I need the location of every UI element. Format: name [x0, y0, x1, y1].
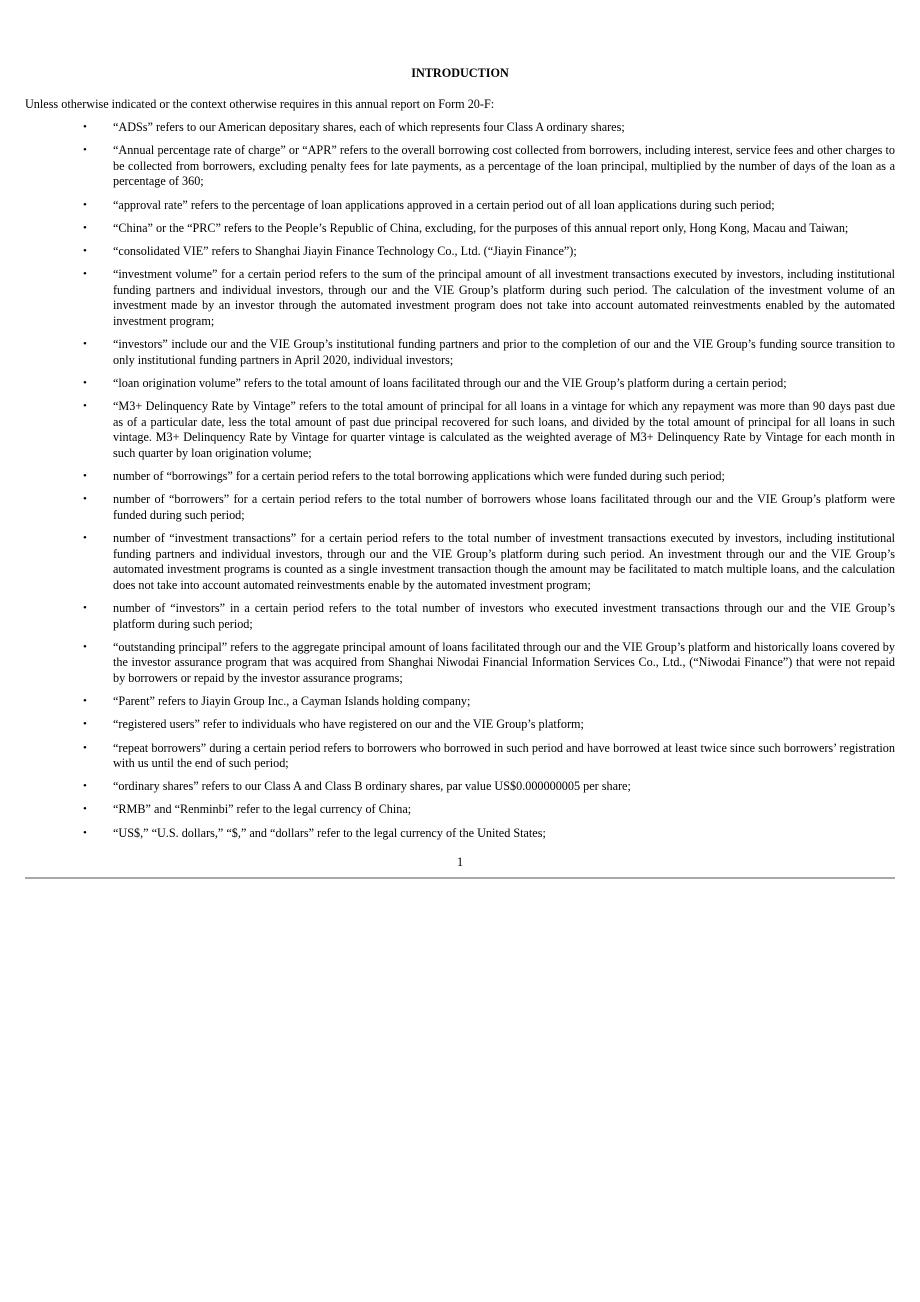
bullet-icon: •	[83, 826, 87, 839]
definition-text: number of “borrowings” for a certain period refers to the total borrowing applications which were funded during such period;	[113, 469, 725, 484]
list-item	[0, 741, 920, 772]
list-item	[0, 198, 920, 214]
list-item	[0, 399, 920, 461]
bullet-icon: •	[83, 493, 87, 506]
page-title: INTRODUCTION	[411, 66, 509, 80]
list-item	[0, 492, 920, 523]
list-item	[0, 376, 920, 392]
definition-text: number of “investment transactions” for a certain period refers to the total number of investment transactions executed by investors, including institutional funding partners and individual investors, through our and the VIE Group’s platform during such period. An investment through our and the VIE Group’s automated investment programs is counted as a single investment transaction though the amount may be facilitated to match multiple loans, and the calculation does not take into account automated reinvestments enable by the automated investment program;	[113, 531, 895, 592]
bullet-icon: •	[83, 244, 87, 257]
list-item	[0, 640, 920, 687]
bullet-icon: •	[83, 198, 87, 211]
list-item	[0, 779, 920, 795]
definition-text: “investors” include our and the VIE Group’s institutional funding partners and prior to the completion of our and the VIE Group’s funding source transition to only institutional funding partners in April 2020, individual investors;	[113, 337, 895, 367]
definition-text: “Annual percentage rate of charge” or “APR” refers to the overall borrowing cost collected from borrowers, including interest, service fees and other charges to be collected from borrowers, excluding penalty fees for late payments, as a percentage of the loan principal, multiplied by the number of days of the loan as a percentage of 360;	[113, 143, 895, 189]
bullet-icon: •	[83, 601, 87, 614]
definition-text: “M3+ Delinquency Rate by Vintage” refers to the total amount of principal for all loans in a vintage for which any repayment was more than 90 days past due as of a particular date, less the total amount of past due principal recovered for such loans, and divided by the total amount of principal for all loans in such vintage. M3+ Delinquency Rate by Vintage for quarter vintage is calculated as the weighted average of M3+ Delinquency Rate by Vintage for each month in such quarter by loan origination volume;	[113, 399, 895, 460]
list-item	[0, 267, 920, 329]
definition-text: “registered users” refer to individuals who have registered on our and the VIE Group’s platform;	[113, 717, 584, 732]
bullet-icon: •	[83, 532, 87, 544]
definition-text: “ordinary shares” refers to our Class A and Class B ordinary shares, par value US$0.000000005 per share;	[113, 779, 631, 794]
intro-paragraph: Unless otherwise indicated or the context otherwise requires in this annual report on Form 20-F:	[25, 97, 495, 111]
list-item	[0, 337, 920, 368]
definition-text: “consolidated VIE” refers to Shanghai Jiayin Finance Technology Co., Ltd. (“Jiayin Finance”);	[113, 243, 577, 258]
bullet-icon: •	[83, 268, 87, 281]
list-item	[0, 802, 920, 818]
list-item	[0, 244, 920, 260]
bullet-icon: •	[83, 221, 87, 234]
list-item	[0, 221, 920, 237]
list-item	[0, 120, 920, 136]
list-item	[0, 826, 920, 842]
definition-text: “outstanding principal” refers to the aggregate principal amount of loans facilitated through our and the VIE Group’s platform and historically loans covered by the investor assurance program that was acquired from Shanghai Niwodai Financial Information Services Co., Ltd., (“Niwodai Finance”) that were not repaid by borrowers or repaid by the investor assurance programs;	[113, 639, 895, 685]
bullet-icon: •	[83, 121, 87, 133]
definition-text: “approval rate” refers to the percentage of loan applications approved in a certain period out of all loan applications during such period;	[113, 197, 775, 212]
list-item	[0, 143, 920, 190]
definition-text: “ADSs” refers to our American depositary shares, each of which represents four Class A ordinary shares;	[113, 120, 625, 134]
definitions-list	[0, 120, 920, 849]
page-number: 1	[456, 855, 464, 869]
list-item	[0, 469, 920, 485]
definition-text: “RMB” and “Renminbi” refer to the legal currency of China;	[113, 802, 412, 817]
bullet-icon: •	[83, 640, 87, 653]
definition-text: number of “borrowers” for a certain period refers to the total number of borrowers whose loans facilitated through our and the VIE Group’s platform were funded during such period;	[113, 492, 895, 522]
bullet-icon: •	[83, 695, 87, 708]
list-item	[0, 531, 920, 593]
definition-text: “China” or the “PRC” refers to the People’s Republic of China, excluding, for the purposes of this annual report only, Hong Kong, Macau and Taiwan;	[113, 220, 849, 235]
footer-divider	[25, 877, 895, 879]
bullet-icon: •	[83, 376, 87, 389]
definition-text: number of “investors” in a certain period refers to the total number of investors who executed investment transactions through our and the VIE Group’s platform during such period;	[113, 600, 895, 631]
list-item	[0, 601, 920, 632]
definition-text: “US$,” “U.S. dollars,” “$,” and “dollars” refer to the legal currency of the United States;	[113, 825, 546, 840]
bullet-icon: •	[83, 400, 87, 413]
definition-text: “repeat borrowers” during a certain period refers to borrowers who borrowed in such period and have borrowed at least twice since such borrowers’ registration with us until the end of such period;	[113, 740, 895, 771]
bullet-icon: •	[83, 470, 87, 483]
definition-text: “investment volume” for a certain period refers to the sum of the principal amount of all investment transactions executed by investors, including institutional funding partners and individual investors, through our and the VIE Group’s platform during such period. The calculation of the investment volume of an investment made by an investor through the automated investment program does not take into account automated reinvestments enabled by the automated investment program;	[113, 267, 895, 328]
bullet-icon: •	[83, 338, 87, 351]
bullet-icon: •	[83, 718, 87, 731]
bullet-icon: •	[83, 144, 87, 157]
definition-text: “Parent” refers to Jiayin Group Inc., a Cayman Islands holding company;	[113, 694, 471, 709]
bullet-icon: •	[83, 741, 87, 754]
list-item	[0, 717, 920, 733]
bullet-icon: •	[83, 780, 87, 793]
list-item	[0, 694, 920, 710]
definition-text: “loan origination volume” refers to the total amount of loans facilitated through our and the VIE Group’s platform during a certain period;	[113, 375, 787, 390]
bullet-icon: •	[83, 803, 87, 816]
